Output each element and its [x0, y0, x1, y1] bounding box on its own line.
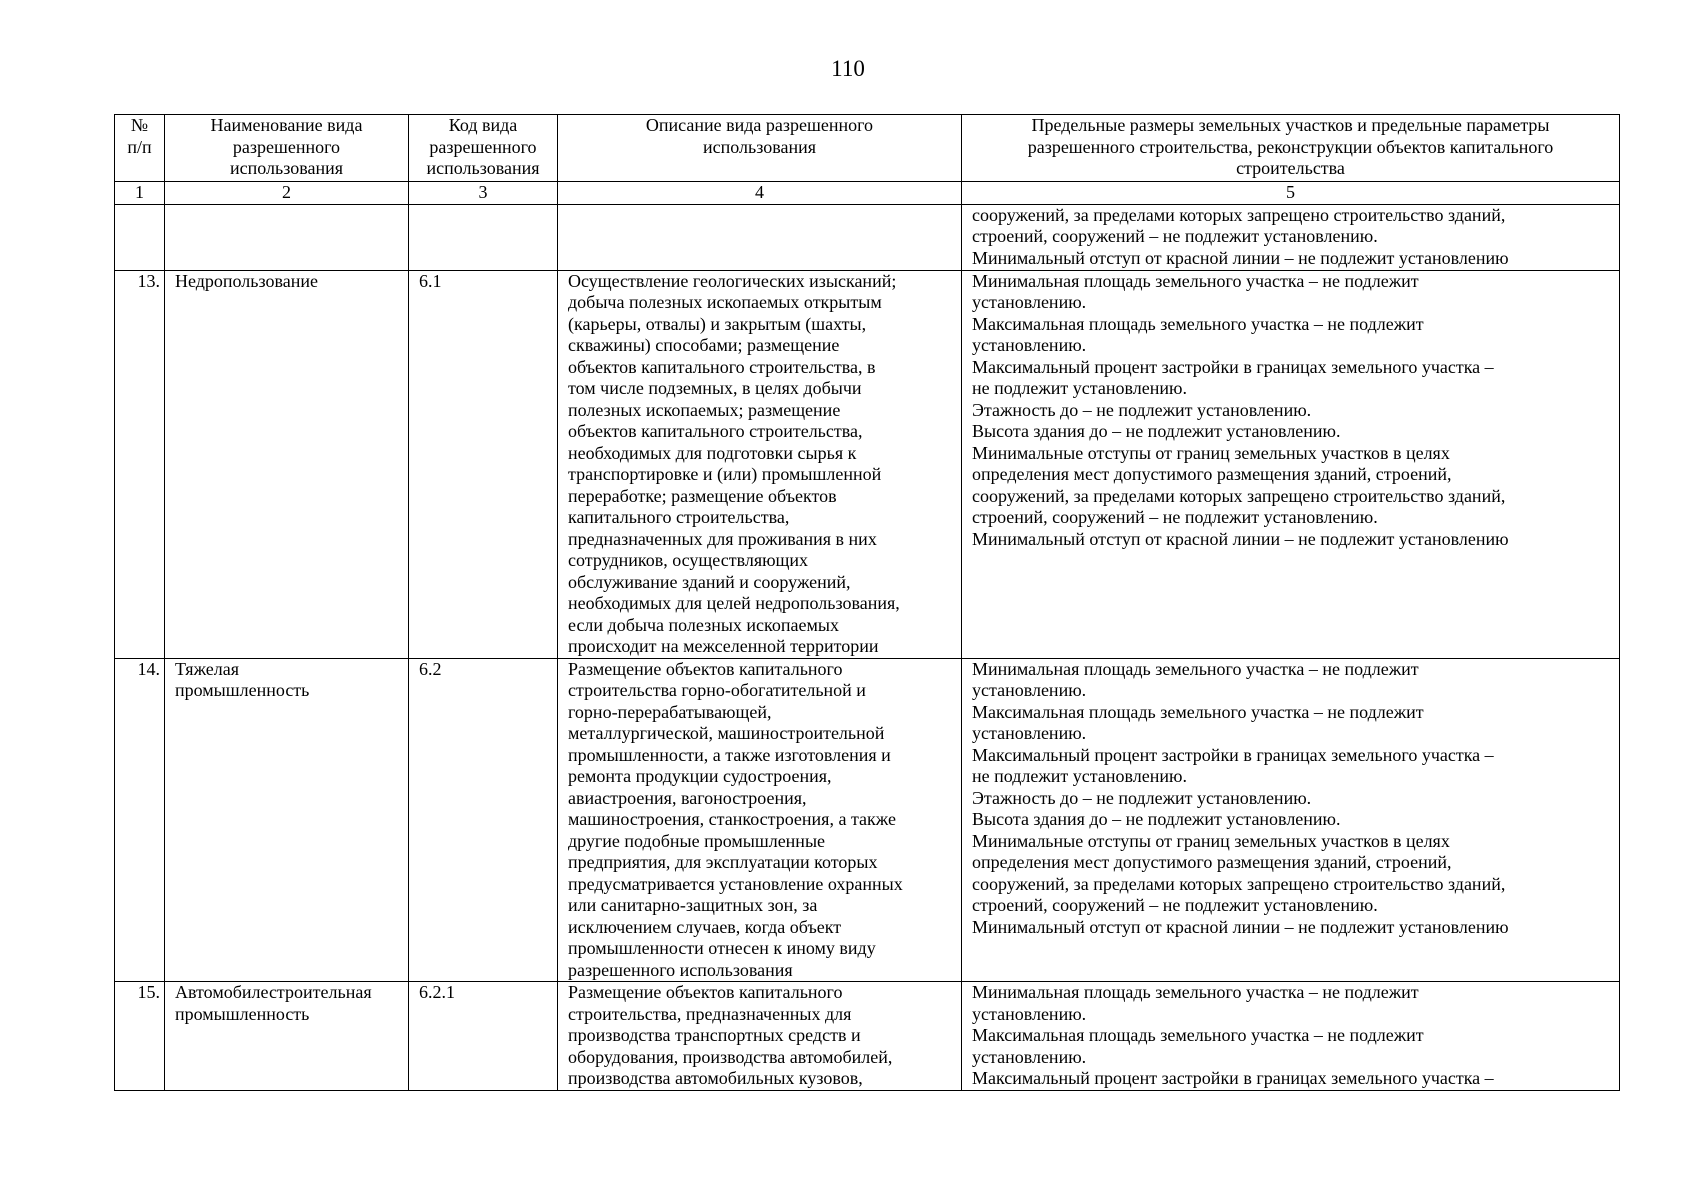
text-line: сооружений, за пределами которых запрещено строительство зданий, [972, 873, 1506, 894]
text-line: происходит на межселенной территории [568, 636, 879, 656]
text-line: объектов капитального строительства, в [568, 356, 876, 377]
use-code: 6.1 [409, 270, 558, 658]
text-line: если добыча полезных ископаемых [568, 614, 839, 635]
text-line: горно-перерабатывающей, [568, 701, 772, 722]
text-line: Максимальная площадь земельного участка – не подлежит [972, 1025, 1424, 1045]
text-line: Минимальная площадь земельного участка – не подлежит [972, 658, 1419, 679]
header-use-name: Наименование вида разрешенного использования [165, 115, 409, 182]
text-line: определения мест допустимого размещения зданий, строений, [972, 852, 1452, 872]
text-line: Высота здания до – не подлежит установлению. [972, 809, 1341, 829]
text-line: Этажность до – не подлежит установлению. [972, 399, 1312, 420]
column-number: 1 [115, 182, 165, 205]
text-line: машиностроения, станкостроения, а также [568, 809, 896, 829]
column-number: 3 [409, 182, 558, 205]
text-line: предназначенных для проживания в них [568, 528, 877, 549]
row-number: 13. [115, 270, 165, 658]
text-line: установлению. [972, 335, 1087, 355]
use-description [558, 982, 962, 1091]
text-line: оборудования, производства автомобилей, [568, 1046, 893, 1067]
limit-parameters [962, 270, 1620, 658]
row-number: 14. [115, 658, 165, 982]
text-line: производства транспортных средств и [568, 1025, 861, 1045]
text-line: строений, сооружений – не подлежит установлению. [972, 226, 1378, 246]
table-row [115, 270, 1620, 658]
text-line: Размещение объектов капитального [568, 658, 843, 679]
text-line: сооружений, за пределами которых запрещено строительство зданий, [972, 204, 1506, 225]
text-line: установлению. [972, 292, 1087, 312]
header-limit-parameters: Предельные размеры земельных участков и предельные параметры разрешенного строительства, реконструкции объектов капитального строительства [962, 115, 1620, 182]
text-line: строений, сооружений – не подлежит установлению. [972, 895, 1378, 915]
text-line: определения мест допустимого размещения зданий, строений, [972, 464, 1452, 484]
text-line: не подлежит установлению. [972, 378, 1187, 398]
text-line: том числе подземных, в целях добычи [568, 378, 862, 398]
text-line: Автомобилестроительная [175, 982, 372, 1002]
row-number: 15. [115, 982, 165, 1091]
text-line: металлургической, машиностроительной [568, 723, 885, 743]
text-line: транспортировке и (или) промышленной [568, 464, 882, 484]
text-line: Высота здания до – не подлежит установлению. [972, 421, 1341, 441]
text-line: авиастроения, вагоностроения, [568, 787, 807, 808]
text-line: Максимальный процент застройки в границах земельного участка – [972, 1068, 1494, 1088]
text-line: (карьеры, отвалы) и закрытым (шахты, [568, 313, 867, 334]
use-description [558, 658, 962, 982]
text-line: Минимальная площадь земельного участка – не подлежит [972, 270, 1419, 291]
text-line: капитального строительства, [568, 507, 790, 527]
text-line: Минимальный отступ от красной линии – не подлежит установлению [972, 916, 1509, 937]
text-line: строительства, предназначенных для [568, 1003, 852, 1024]
table-header-row [115, 115, 1620, 182]
limit-parameters [962, 982, 1620, 1091]
text-line: добыча полезных ископаемых открытым [568, 292, 882, 312]
text-line: Максимальный процент застройки в границах земельного участка – [972, 356, 1494, 377]
header-use-description: Описание вида разрешенного использования [558, 115, 962, 182]
text-line: Минимальные отступы от границ земельных участков в целях [972, 830, 1450, 851]
text-line: Осуществление геологических изысканий; [568, 270, 897, 291]
use-code [409, 204, 558, 270]
text-line: промышленность [175, 680, 310, 700]
text-line: ремонта продукции судостроения, [568, 766, 832, 786]
column-number: 4 [558, 182, 962, 205]
text-line: установлению. [972, 1046, 1087, 1067]
text-line: промышленность [175, 1003, 310, 1024]
text-line: Максимальный процент застройки в границах земельного участка – [972, 744, 1494, 765]
text-line: другие подобные промышленные [568, 830, 826, 851]
text-line: Минимальный отступ от красной линии – не подлежит установлению [972, 247, 1509, 268]
text-line: предусматривается установление охранных [568, 873, 903, 894]
use-name [165, 270, 409, 658]
text-line: сооружений, за пределами которых запрещено строительство зданий, [972, 485, 1506, 506]
header-use-code: Код вида разрешенного использования [409, 115, 558, 182]
use-name [165, 658, 409, 982]
text-line: Этажность до – не подлежит установлению. [972, 787, 1312, 808]
text-line: полезных ископаемых; размещение [568, 399, 841, 420]
use-code: 6.2.1 [409, 982, 558, 1091]
text-line: Тяжелая [175, 658, 240, 679]
text-line: необходимых для целей недропользования, [568, 593, 900, 613]
use-name [165, 982, 409, 1091]
text-line: необходимых для подготовки сырья к [568, 442, 857, 463]
text-line: строений, сооружений – не подлежит установлению. [972, 507, 1378, 527]
land-use-table [114, 114, 1620, 1091]
text-line: Минимальная площадь земельного участка – не подлежит [972, 982, 1419, 1002]
use-description [558, 270, 962, 658]
text-line: Минимальный отступ от красной линии – не подлежит установлению [972, 528, 1509, 549]
text-line: промышленности отнесен к иному виду [568, 938, 876, 958]
text-line: Размещение объектов капитального [568, 982, 843, 1002]
text-line: не подлежит установлению. [972, 766, 1187, 786]
page-number: 110 [831, 56, 865, 81]
text-line: установлению. [972, 723, 1087, 743]
table-row [115, 658, 1620, 982]
text-line: предприятия, для эксплуатации которых [568, 852, 878, 872]
text-line: или санитарно-защитных зон, за [568, 895, 818, 915]
text-line: сотрудников, осуществляющих [568, 550, 809, 570]
text-line: Минимальные отступы от границ земельных участков в целях [972, 442, 1450, 463]
text-line: установлению. [972, 1003, 1087, 1024]
limit-parameters [962, 204, 1620, 270]
row-number [115, 204, 165, 270]
text-line: Недропользование [175, 270, 319, 291]
text-line: разрешенного использования [568, 959, 793, 980]
table-row [115, 982, 1620, 1091]
text-line: строительства горно-обогатительной и [568, 680, 866, 700]
text-line: производства автомобильных кузовов, [568, 1068, 863, 1088]
table-row [115, 204, 1620, 270]
text-line: Максимальная площадь земельного участка – не подлежит [972, 313, 1424, 334]
header-number: № п/п [115, 115, 165, 182]
use-description [558, 204, 962, 270]
column-number-row [115, 182, 1620, 205]
text-line: установлению. [972, 680, 1087, 700]
text-line: переработке; размещение объектов [568, 485, 837, 506]
text-line: исключением случаев, когда объект [568, 916, 842, 937]
text-line: объектов капитального строительства, [568, 421, 863, 441]
use-code: 6.2 [409, 658, 558, 982]
column-number: 2 [165, 182, 409, 205]
limit-parameters [962, 658, 1620, 982]
table-body [115, 204, 1620, 1090]
text-line: промышленности, а также изготовления и [568, 744, 891, 765]
text-line: скважины) способами; размещение [568, 335, 840, 355]
column-number: 5 [962, 182, 1620, 205]
text-line: Максимальная площадь земельного участка – не подлежит [972, 701, 1424, 722]
use-name [165, 204, 409, 270]
text-line: обслуживание зданий и сооружений, [568, 571, 851, 592]
